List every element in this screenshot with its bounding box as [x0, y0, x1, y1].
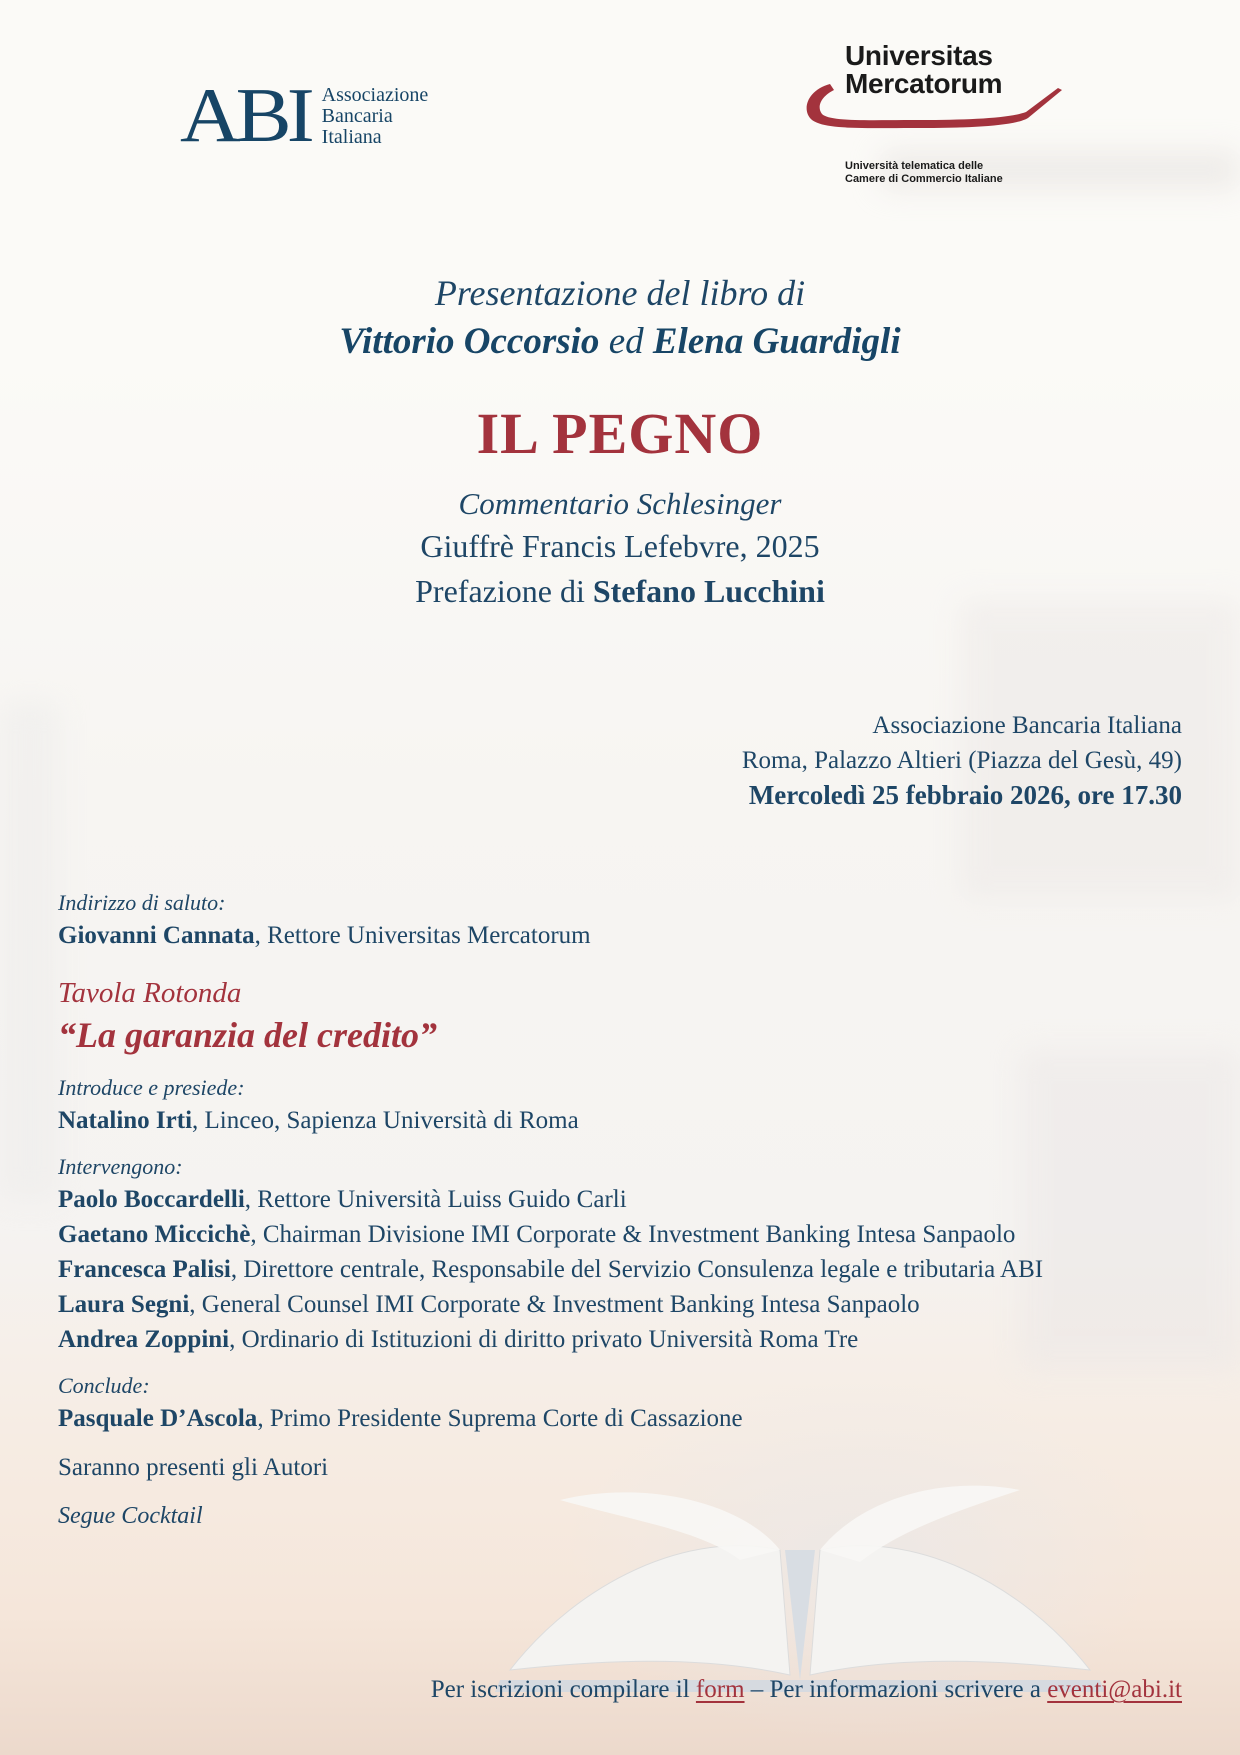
author-conjunction: ed	[608, 321, 644, 362]
footer-text: – Per informazioni scrivere a	[744, 1676, 1048, 1703]
speaker-name: Natalino Irti	[58, 1107, 193, 1134]
chair-label: Introduce e presiede:	[58, 1075, 245, 1100]
speaker-name: Andrea Zoppini	[58, 1326, 230, 1353]
speaker-row	[58, 1287, 1198, 1322]
mercatorum-swoosh-icon	[800, 78, 1065, 138]
speaker-name: Gaetano Miccichè	[58, 1221, 251, 1248]
speaker-row	[58, 1103, 1198, 1138]
abi-logo-mark: ABI	[180, 72, 310, 159]
preface-prefix: Prefazione di	[415, 573, 585, 609]
speaker-row	[58, 1401, 1198, 1436]
footer-text: Per iscrizioni compilare il	[430, 1676, 696, 1703]
mercatorum-logo-subtitle	[845, 160, 1003, 186]
abi-logo-line: Bancaria	[321, 104, 393, 127]
speaker-role: , Ordinario di Istituzioni di diritto privato Università Roma Tre	[229, 1326, 859, 1353]
speaker-row	[58, 1322, 1198, 1357]
speaker-role: , Chairman Divisione IMI Corporate & Investment Banking Intesa Sanpaolo	[250, 1221, 1016, 1248]
speaker-row	[58, 1182, 1198, 1217]
venue-address: Roma, Palazzo Altieri (Piazza del Gesù, 49)	[741, 747, 1182, 774]
speaker-role: , Linceo, Sapienza Università di Roma	[192, 1107, 579, 1134]
speaker-role: , Rettore Universitas Mercatorum	[254, 922, 591, 949]
greeting-label: Indirizzo di saluto:	[58, 890, 226, 915]
book-series: Commentario Schlesinger	[458, 486, 782, 521]
speaker-role: , Direttore centrale, Responsabile del Servizio Consulenza legale e tributaria ABI	[230, 1256, 1044, 1283]
cocktail-note: Segue Cocktail	[58, 1503, 203, 1529]
event-program	[58, 888, 1198, 1534]
speakers-label: Intervengono:	[58, 1154, 183, 1179]
author-name: Vittorio Occorsio	[339, 321, 600, 362]
speaker-name: Paolo Boccardelli	[58, 1186, 245, 1213]
book-preface	[0, 573, 1240, 610]
speaker-row	[58, 918, 1198, 953]
speaker-name: Giovanni Cannata	[58, 922, 255, 949]
mercatorum-logo-line: Universitas	[845, 40, 993, 71]
author-name: Elena Guardigli	[652, 321, 901, 362]
roundtable-title: “La garanzia del credito”	[58, 1015, 437, 1055]
book-title: IL PEGNO	[476, 401, 764, 466]
speaker-role: , Primo Presidente Suprema Corte di Cassazione	[257, 1405, 743, 1432]
speaker-name: Francesca Palisi	[58, 1256, 231, 1283]
speaker-row	[58, 1252, 1198, 1287]
speaker-name: Laura Segni	[58, 1291, 190, 1318]
speaker-row	[58, 1217, 1198, 1252]
event-venue	[742, 708, 1182, 813]
mercatorum-subtitle-line: Università telematica delle	[845, 160, 984, 172]
venue-organization: Associazione Bancaria Italiana	[872, 712, 1182, 739]
authors-present-note: Saranno presenti gli Autori	[58, 1454, 329, 1481]
presentation-intro: Presentazione del libro di	[434, 273, 806, 313]
closing-label: Conclude:	[58, 1373, 150, 1398]
email-link[interactable]: eventi@abi.it	[1047, 1676, 1182, 1703]
mercatorum-logo-line: Mercatorum	[845, 68, 1003, 99]
book-publisher: Giuffrè Francis Lefebvre, 2025	[420, 528, 820, 564]
abi-logo-line: Italiana	[321, 125, 382, 148]
mercatorum-subtitle-line: Camere di Commercio Italiane	[845, 173, 1003, 185]
registration-footer	[431, 1676, 1182, 1704]
roundtable-label: Tavola Rotonda	[58, 977, 242, 1009]
speaker-role: , General Counsel IMI Corporate & Investment Banking Intesa Sanpaolo	[189, 1291, 920, 1318]
speaker-name: Pasquale D’Ascola	[58, 1405, 258, 1432]
event-datetime: Mercoledì 25 febbraio 2026, ore 17.30	[748, 780, 1182, 810]
abi-logo	[180, 74, 428, 158]
background-shelf	[0, 700, 60, 1200]
abi-logo-line: Associazione	[321, 83, 429, 106]
registration-form-link[interactable]: form	[695, 1676, 745, 1703]
book-authors	[0, 320, 1240, 363]
abi-logo-wordmark	[322, 85, 429, 148]
speaker-role: , Rettore Università Luiss Guido Carli	[244, 1186, 627, 1213]
universitas-mercatorum-logo	[800, 42, 1070, 192]
preface-author: Stefano Lucchini	[592, 573, 825, 609]
